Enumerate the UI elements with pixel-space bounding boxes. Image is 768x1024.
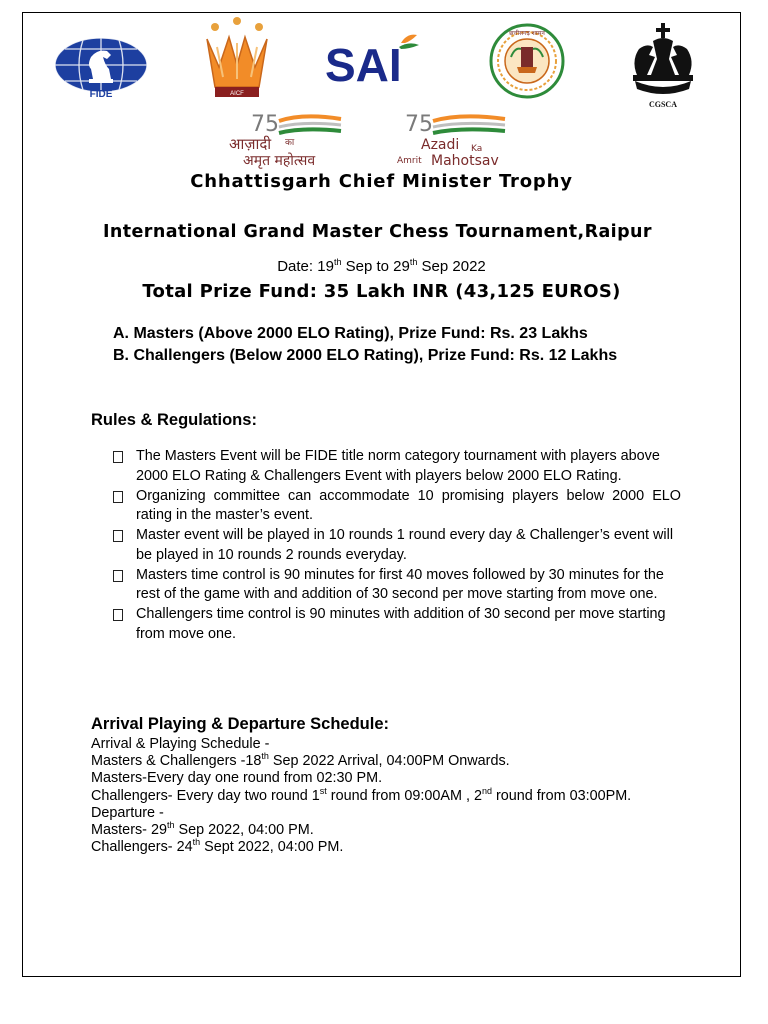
schedule-heading: Arrival Playing & Departure Schedule: <box>91 715 390 733</box>
schedule-line: Challengers- 24th Sept 2022, 04:00 PM. <box>91 837 344 856</box>
azadi-hindi-ka: का <box>285 138 295 148</box>
schedule-body <box>91 736 631 856</box>
fide-logo <box>53 35 149 106</box>
sai-logo <box>323 31 423 96</box>
seventyfive-text-2: 75 <box>405 112 433 137</box>
seventyfive-text: 75 <box>251 112 279 137</box>
cgsca-logo <box>623 19 703 116</box>
checkbox-glyph-icon <box>113 530 123 542</box>
rule-item: Challengers time control is 90 minutes with addition of 30 second per move starting from move one. <box>111 605 681 644</box>
checkbox-glyph-icon <box>113 609 123 621</box>
azadi-english-logo <box>391 107 541 174</box>
logo-row <box>23 13 740 113</box>
rule-item: Master event will be played in 10 rounds 1 round every day & Challenger’s event will be played in 10 rounds 2 rounds everyday. <box>111 526 681 565</box>
azadi-en-amrit: Amrit <box>397 156 422 166</box>
azadi-hindi-line1: आज़ादी <box>229 135 272 153</box>
tournament-subtitle: International Grand Master Chess Tournament,Raipur <box>103 222 652 242</box>
schedule-line: Masters-Every day one round from 02:30 PM. <box>91 770 383 787</box>
departure-heading: Departure - <box>91 804 164 821</box>
aicf-logo-text: AICF <box>230 91 244 97</box>
checkbox-glyph-icon <box>113 570 123 582</box>
sai-logo-text: SAI <box>325 39 402 91</box>
schedule-line: Challengers- Every day two round 1st round from 09:00AM , 2nd round from 03:00PM. <box>91 785 632 804</box>
chhattisgarh-seal-logo <box>489 23 565 104</box>
azadi-en-line1: Azadi <box>421 137 460 153</box>
category-challengers: B. Challengers (Below 2000 ELO Rating), Prize Fund: Rs. 12 Lakhs <box>113 347 618 364</box>
azadi-en-mahotsav: Mahotsav <box>431 153 499 169</box>
checkbox-glyph-icon <box>113 491 123 503</box>
tournament-title: Chhattisgarh Chief Minister Trophy <box>190 171 573 192</box>
rule-item: Masters time control is 90 minutes for first 40 moves followed by 30 minutes for the rest of the game with and addition of 30 second per move starting from move one. <box>111 566 681 605</box>
tournament-date: Date: 19th Sep to 29th Sep 2022 <box>277 257 486 275</box>
aicf-logo <box>197 17 277 112</box>
schedule-line: Masters- 29th Sep 2022, 04:00 PM. <box>91 820 314 839</box>
azadi-logo-row <box>23 113 740 179</box>
rule-item: Organizing committee can accommodate 10 promising players below 2000 ELO rating in the master’s event. <box>111 487 681 526</box>
azadi-en-ka: Ka <box>471 144 483 154</box>
total-prize-fund: Total Prize Fund: 35 Lakh INR (43,125 EUROS) <box>142 281 621 302</box>
checkbox-glyph-icon <box>113 451 123 463</box>
rules-heading: Rules & Regulations: <box>91 411 257 429</box>
arrival-heading: Arrival & Playing Schedule - <box>91 736 270 752</box>
cgsca-logo-text: CGSCA <box>648 100 678 109</box>
rules-list <box>111 447 681 645</box>
azadi-hindi-logo <box>223 107 363 174</box>
schedule-line: Masters & Challengers -18th Sep 2022 Arrival, 04:00PM Onwards. <box>91 751 510 770</box>
rule-item: The Masters Event will be FIDE title norm category tournament with players above 2000 ELO Rating & Challengers Event with players below 2000 ELO Rating. <box>111 447 681 486</box>
document-page <box>22 12 741 977</box>
fide-logo-text: FIDE <box>89 89 113 100</box>
seal-text: छत्तीसगढ़ शासन <box>509 30 545 37</box>
category-masters: A. Masters (Above 2000 ELO Rating), Prize Fund: Rs. 23 Lakhs <box>113 325 588 342</box>
azadi-hindi-line2: अमृत महोत्सव <box>243 153 316 169</box>
